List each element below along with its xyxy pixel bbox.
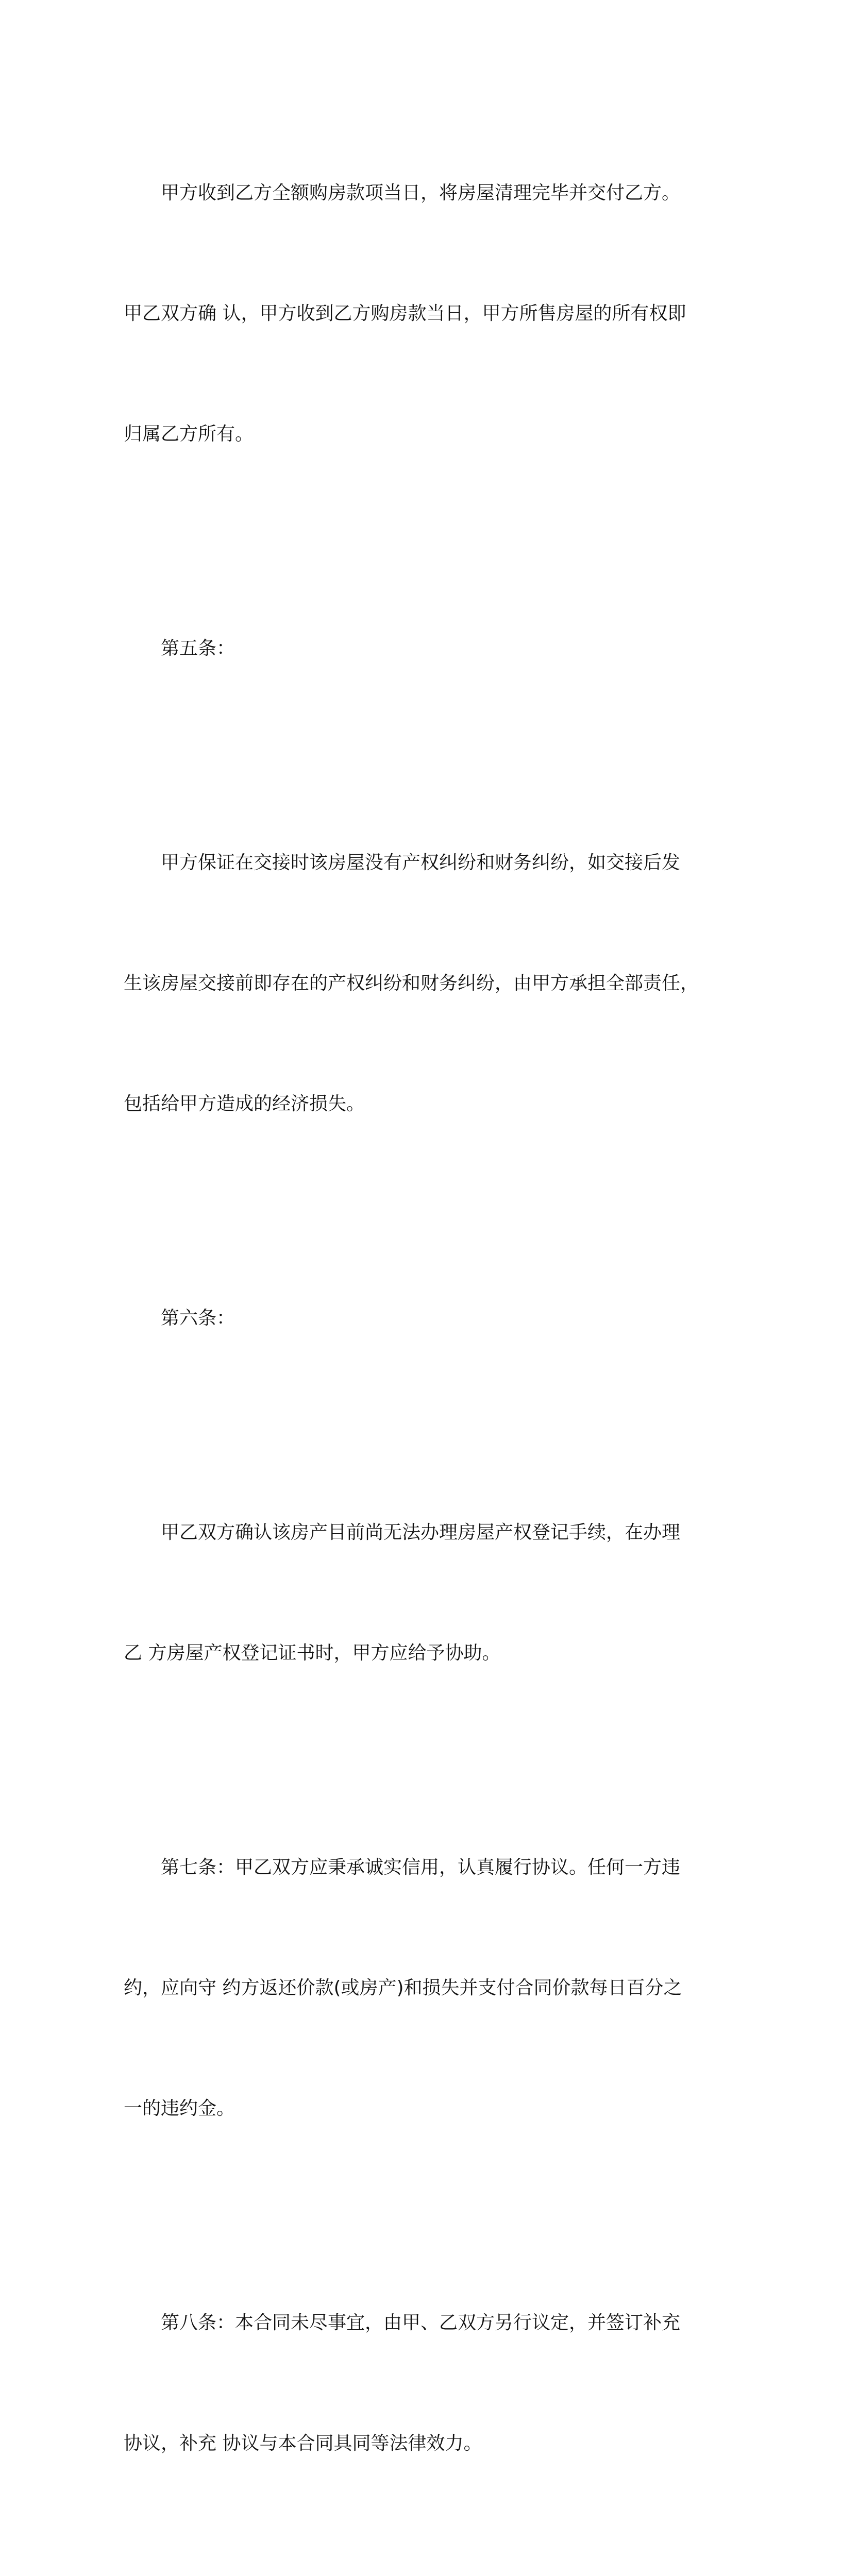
text-line: 甲方收到乙方全额购房款项当日，将房屋清理完毕并交付乙方。 bbox=[161, 182, 681, 204]
article-8-supplement bbox=[124, 2223, 716, 2544]
text-line: 第五条： bbox=[161, 638, 236, 659]
text-line: 甲乙双方确认该房产目前尚无法办理房屋产权登记手续，在办理 bbox=[161, 1522, 681, 1543]
text-line: 约，应向守 约方返还价款(或房产)和损失并支付合同价款每日百分之 bbox=[124, 1977, 682, 1998]
text-line: 一的违约金。 bbox=[124, 2098, 236, 2119]
text-line: 第六条： bbox=[161, 1308, 236, 1329]
text-line: 第七条：甲乙双方应秉承诚实信用，认真履行协议。任何一方违 bbox=[161, 1857, 681, 1878]
article-6-heading bbox=[124, 1218, 716, 1419]
text-line: 甲方保证在交接时该房屋没有产权纠纷和财务纠纷，如交接后发 bbox=[161, 852, 681, 873]
article-9-disputes bbox=[124, 2557, 716, 2576]
article-7-breach bbox=[124, 1767, 716, 2209]
paragraph-registration bbox=[124, 1432, 716, 1754]
paragraph-delivery-ownership bbox=[124, 93, 716, 535]
paragraph-title-warranty bbox=[124, 762, 716, 1205]
text-line: 归属乙方所有。 bbox=[124, 423, 254, 445]
text-line: 生该房屋交接前即存在的产权纠纷和财务纠纷，由甲方承担全部责任， bbox=[124, 973, 699, 994]
text-line: 包括给甲方造成的经济损失。 bbox=[124, 1093, 365, 1114]
article-5-heading bbox=[124, 548, 716, 749]
text-line: 乙 方房屋产权登记证书时，甲方应给予协助。 bbox=[124, 1642, 501, 1664]
text-line: 甲乙双方确 认，甲方收到乙方购房款当日，甲方所售房屋的所有权即 bbox=[124, 303, 686, 324]
document-body bbox=[124, 93, 716, 2576]
text-line: 协议，补充 协议与本合同具同等法律效力。 bbox=[124, 2433, 482, 2454]
text-line: 第八条：本合同未尽事宜，由甲、乙双方另行议定，并签订补充 bbox=[161, 2312, 681, 2333]
